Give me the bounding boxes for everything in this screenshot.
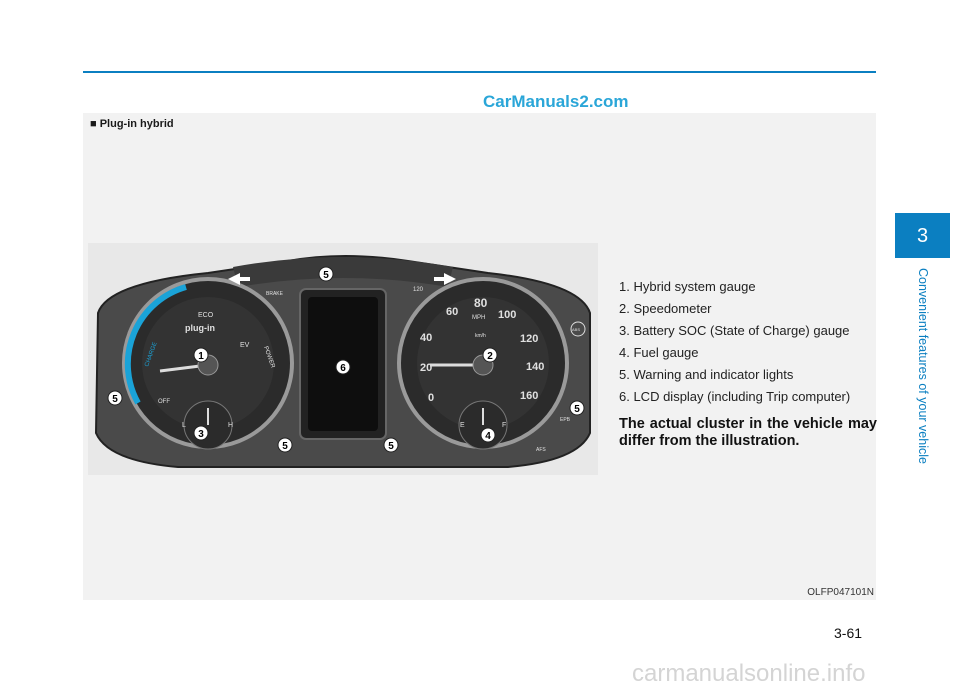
legend-item: 1. Hybrid system gauge (619, 279, 756, 294)
figure-panel (83, 113, 876, 600)
callout-5: 5 (323, 270, 329, 281)
figure-title: ■ Plug-in hybrid (90, 118, 174, 130)
watermark-top: CarManuals2.com (483, 92, 629, 111)
callout-4: 4 (485, 431, 491, 442)
epb-label: EPB (560, 417, 571, 423)
chapter-title: Convenient features of your vehicle (916, 268, 930, 464)
watermark-bottom: carmanualsonline.info (632, 660, 866, 687)
figure-code: OLFP047101N (807, 587, 874, 598)
top-speed-label: 120 (413, 287, 424, 293)
callout-2: 2 (487, 351, 493, 362)
mph-label: MPH (472, 315, 486, 321)
legend-item: 2. Speedometer (619, 301, 712, 316)
full-label: F (502, 422, 507, 429)
cluster-illustration (88, 243, 598, 475)
power-label: POWER (262, 345, 276, 369)
ev-label: EV (240, 342, 250, 349)
off-label: OFF (158, 399, 170, 405)
charge-label: CHARGE (144, 341, 159, 368)
legend (619, 276, 877, 450)
callout-5: 5 (388, 441, 394, 452)
callout-5: 5 (282, 441, 288, 452)
chapter-number: 3 (916, 225, 929, 247)
page-number: 3-61 (834, 625, 863, 641)
empty-label: E (460, 422, 465, 429)
speed-label: 40 (420, 332, 433, 344)
callout-5: 5 (574, 404, 580, 415)
legend-item: 4. Fuel gauge (619, 345, 699, 360)
speed-label: 60 (446, 306, 459, 318)
top-rule (83, 71, 876, 73)
low-label: L (182, 422, 186, 429)
speed-label: 160 (520, 390, 539, 402)
afs-label: AFS (536, 447, 546, 453)
kmh-label: km/h (475, 333, 486, 339)
speed-label: 20 (420, 362, 433, 374)
speed-label: 0 (428, 392, 435, 404)
speed-label: 120 (520, 333, 539, 345)
legend-item: 5. Warning and indicator lights (619, 367, 794, 382)
chapter-tab (895, 213, 950, 258)
high-label: H (228, 422, 234, 429)
brake-label: BRAKE (266, 291, 283, 297)
callout-3: 3 (198, 429, 204, 440)
eco-label: ECO (198, 312, 214, 319)
legend-item: 3. Battery SOC (State of Charge) gauge (619, 323, 850, 338)
speed-label: 80 (474, 296, 488, 310)
abs-label: ABS (572, 327, 581, 332)
callout-6: 6 (340, 363, 346, 374)
illustration-note: The actual cluster in the vehicle may differ from the illustration. (619, 416, 877, 449)
hybrid-gauge (124, 279, 292, 449)
speed-label: 140 (526, 361, 545, 373)
callout-5: 5 (112, 394, 118, 405)
legend-item: 6. LCD display (including Trip computer) (619, 389, 851, 404)
plugin-label: plug-in (185, 323, 215, 333)
callout-1: 1 (198, 351, 204, 362)
speed-label: 100 (498, 309, 517, 321)
